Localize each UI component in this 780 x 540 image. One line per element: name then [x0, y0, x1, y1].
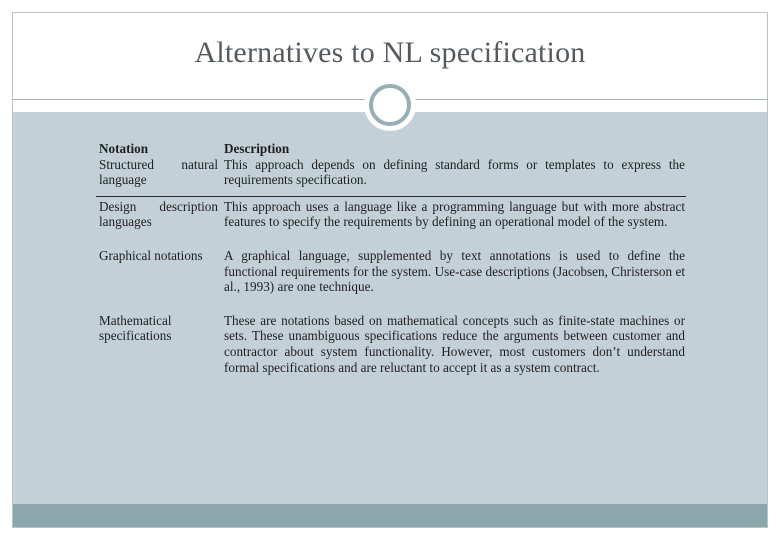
header-description: Description	[224, 141, 290, 156]
footer-bar	[13, 504, 767, 527]
row-description: These are notations based on mathematical concepts such as finite-state machines or sets. These unambiguous specifications reduce the arguments between customer and contractor about system functionality. However, most customers don’t understand formal specifications and are reluctant to accept it as a system contract.	[224, 312, 685, 375]
table-divider	[96, 196, 686, 197]
row-notation: Structured natural language	[99, 156, 218, 188]
table-row	[96, 157, 686, 188]
circle-ornament-icon	[369, 84, 411, 126]
row-notation: Graphical notations	[99, 247, 203, 263]
row-notation: Mathematical specifications	[99, 312, 172, 344]
header-notation: Notation	[99, 141, 149, 156]
notation-table	[96, 141, 686, 375]
table-row	[96, 248, 686, 295]
row-description: This approach depends on defining standard forms or templates to express the requirements specification.	[224, 156, 685, 188]
row-description: This approach uses a language like a programming language but with more abstract features to specify the requirements by defining an operational model of the system.	[224, 198, 685, 230]
slide-title: Alternatives to NL specification	[194, 36, 586, 69]
row-notation: Design description languages	[99, 198, 218, 230]
table-row	[96, 313, 686, 375]
table-header-row	[96, 141, 686, 157]
row-description: A graphical language, supplemented by text annotations is used to define the functional requirements for the system. Use-case descriptions (Jacobsen, Christerson et al., 1993) are one technique.	[224, 247, 685, 295]
table-row	[96, 199, 686, 230]
